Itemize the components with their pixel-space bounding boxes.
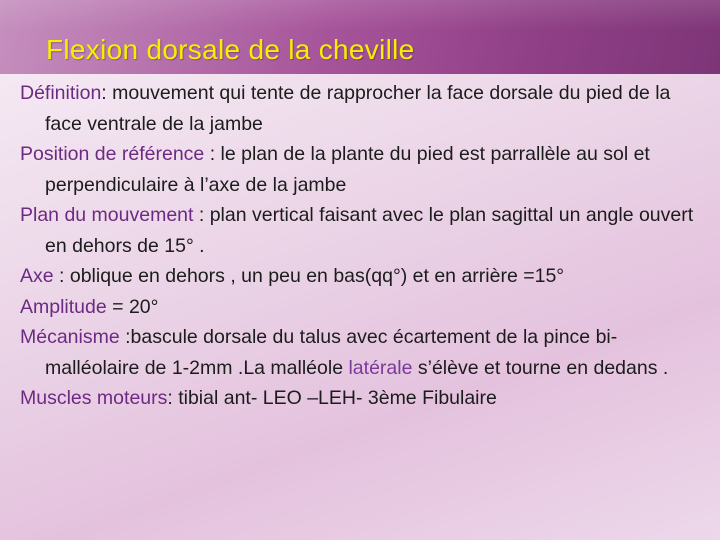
term-position-reference: Position de référence [20,143,205,165]
term-muscles-moteurs: Muscles moteurs [20,387,168,409]
term-plan-mouvement: Plan du mouvement [20,204,194,226]
item-position-reference [20,139,710,200]
term-mecanisme: Mécanisme [20,326,120,348]
text-position-reference: : le plan de la plante du pied est parrallèle au sol et perpendiculaire à l’axe de la jambe [45,143,650,196]
term-axe: Axe [20,265,54,287]
item-amplitude [20,292,710,323]
item-plan-mouvement [20,200,710,261]
item-muscles-moteurs [20,383,710,414]
slide-title: Flexion dorsale de la cheville [46,34,415,65]
text-muscles-moteurs: : tibial ant- LEO –LEH- 3ème Fibulaire [167,387,497,409]
text-mecanisme-after: s’élève et tourne en dedans . [412,356,669,379]
text-amplitude: = 20° [106,295,159,318]
term-definition: Définition [20,82,102,104]
text-plan-mouvement: : plan vertical faisant avec le plan sagittal un angle ouvert en dehors de 15° . [45,204,694,257]
item-mecanisme [20,322,710,383]
text-axe: : oblique en dehors , un peu en bas(qq°) et en arrière =15° [53,265,565,287]
slide-content [20,78,710,414]
title-band-shine [0,0,720,30]
item-definition [20,78,710,139]
text-mecanisme-before: :bascule dorsale du talus avec écartement de la pince bi-malléolaire de 1-2mm .La malléole [45,326,618,379]
text-mecanisme-highlight: latérale [348,356,413,379]
term-amplitude: Amplitude [20,295,107,318]
item-axe [20,261,710,292]
text-definition: : mouvement qui tente de rapprocher la face dorsale du pied de la face ventrale de la jambe [45,82,671,135]
